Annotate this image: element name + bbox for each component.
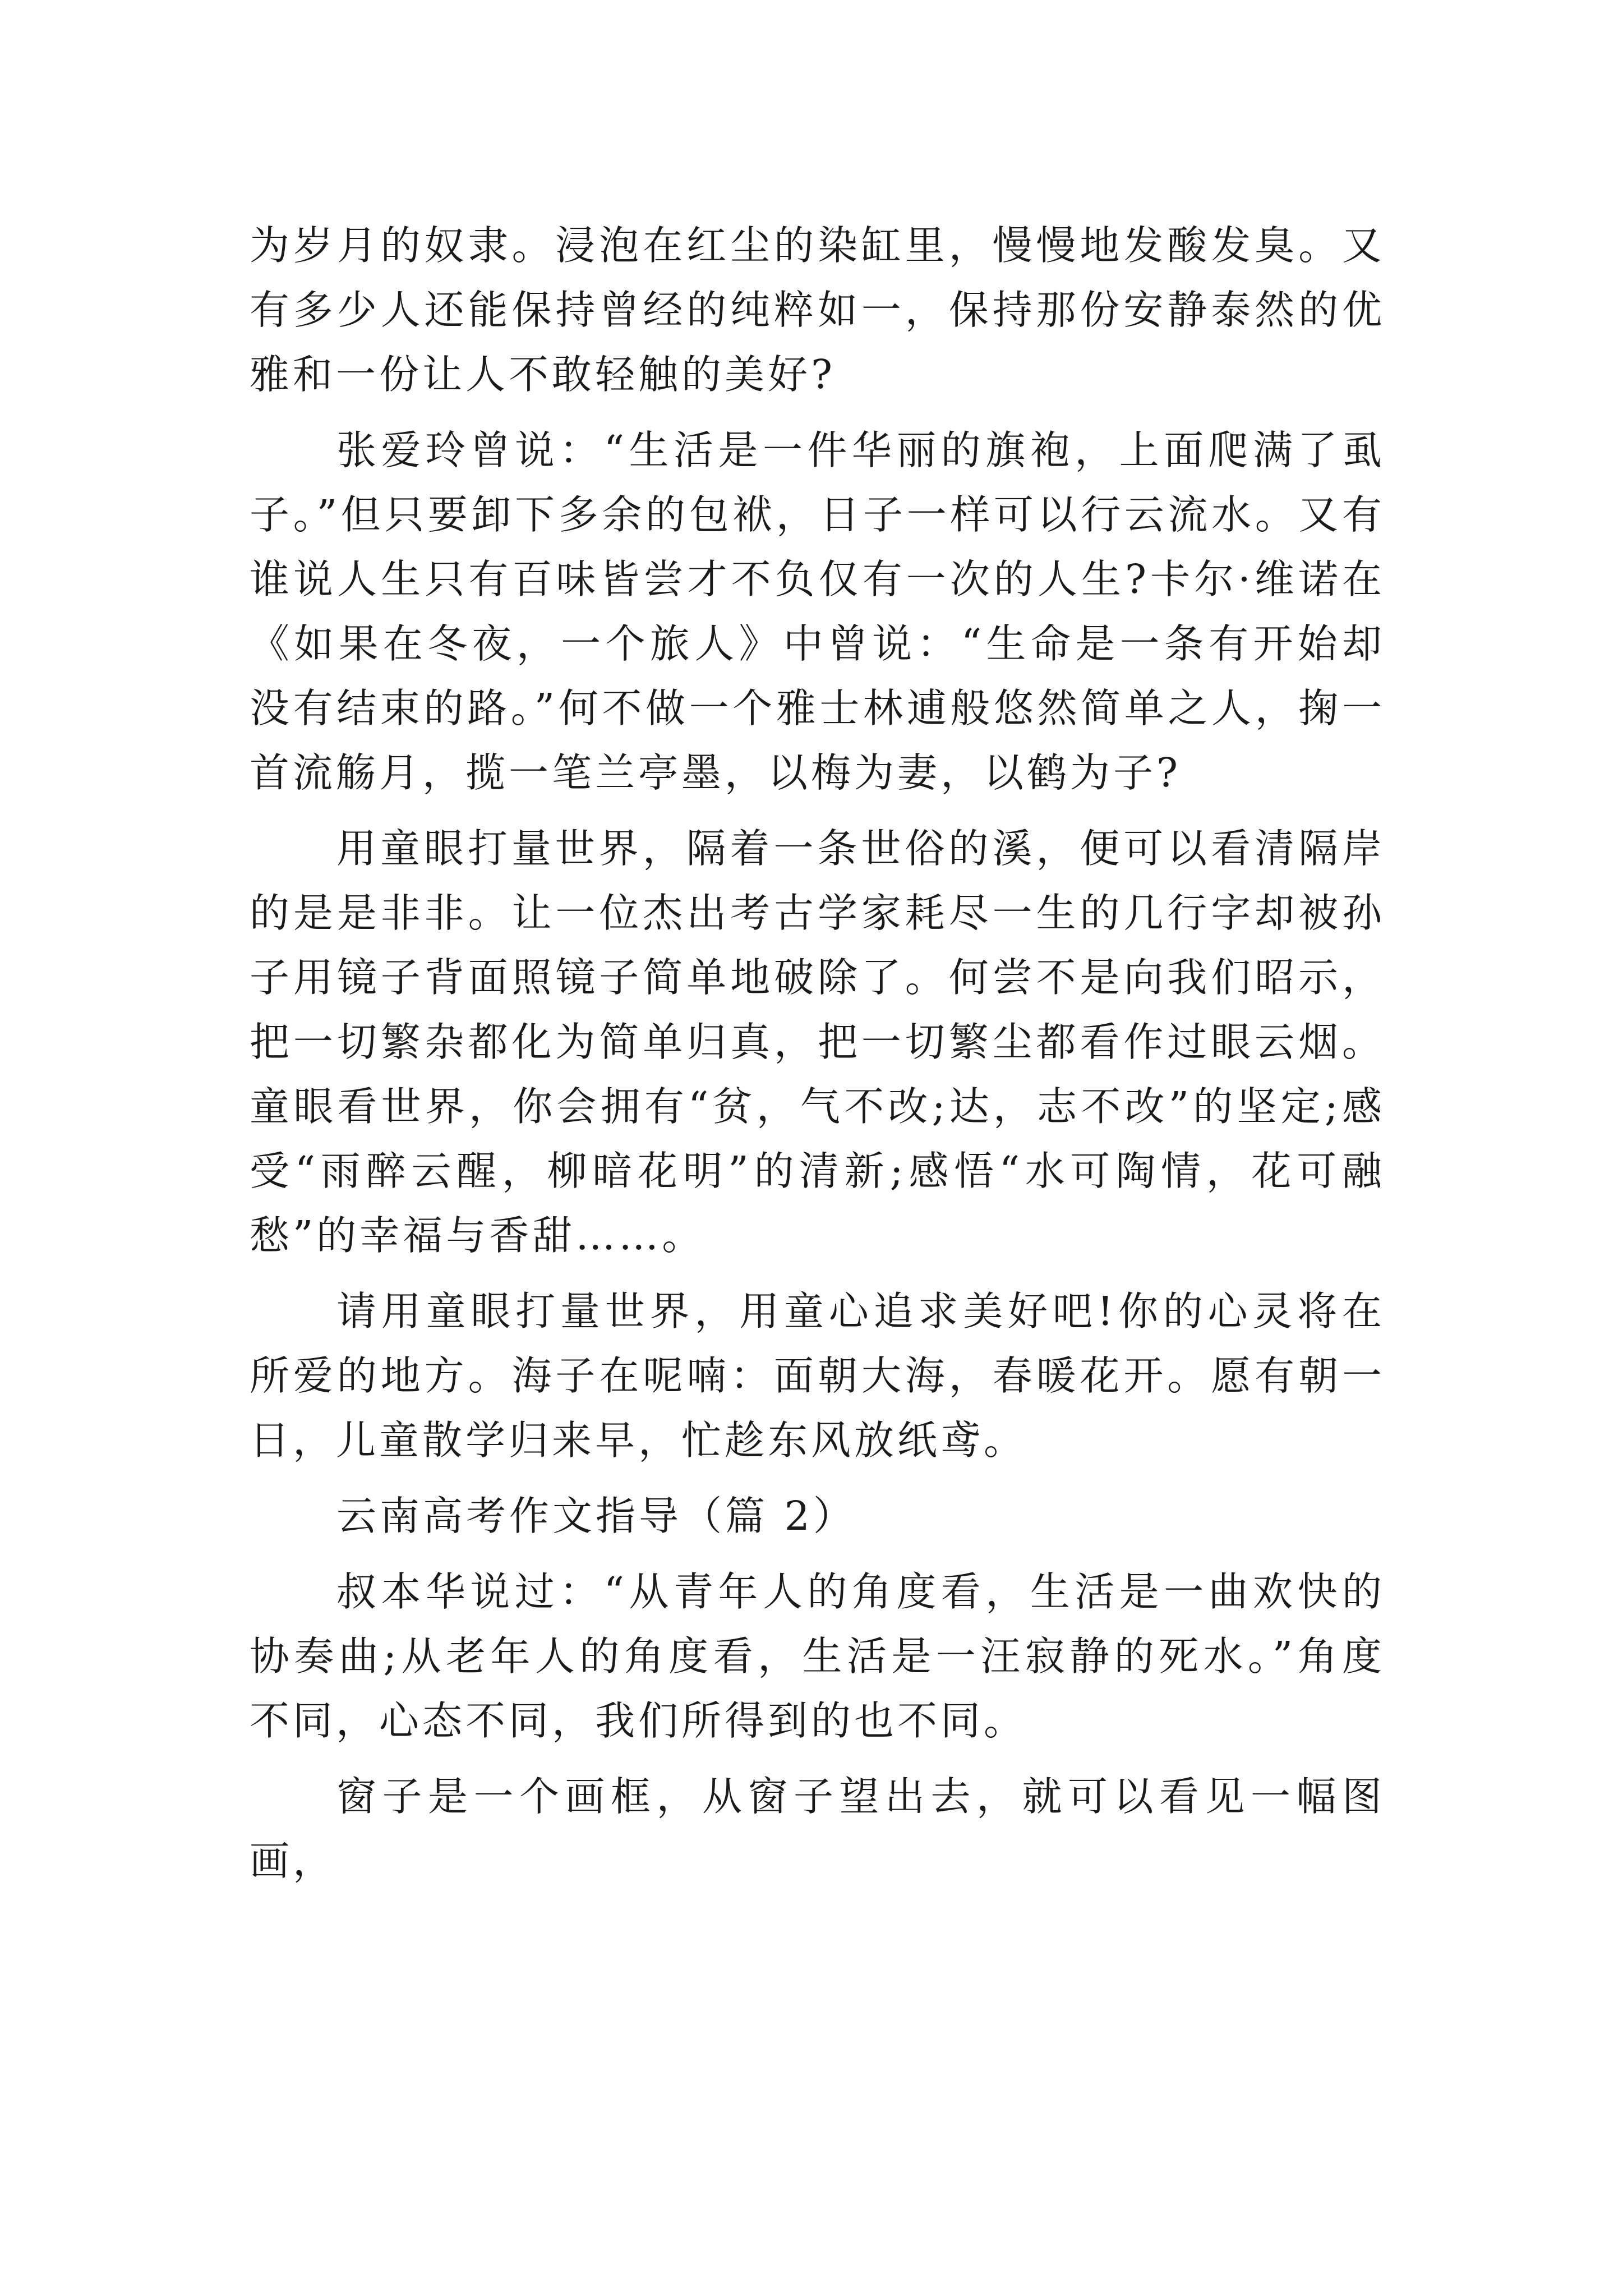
paragraph-3: 用童眼打量世界，隔着一条世俗的溪，便可以看清隔岸的是是非非。让一位杰出考古学家耗尽一生的几行字却被孙子用镜子背面照镜子简单地破除了。何尝不是向我们昭示，把一切繁杂都化为简单归真，把一切繁尘都看作过眼云烟。童眼看世界，你会拥有“贫，气不改;达，志不改”的坚定;感受“雨醉云醒，柳暗花明”的清新;感悟“水可陶情，花可融愁”的幸福与香甜……。: [250, 825, 1385, 1259]
paragraph-5: 叔本华说过：“从青年人的角度看，生活是一曲欢快的协奏曲;从老年人的角度看，生活是一汪寂静的死水。”角度不同，心态不同，我们所得到的也不同。: [250, 1568, 1385, 1744]
paragraph-4: 请用童眼打量世界，用童心追求美好吧!你的心灵将在所爱的地方。海子在呢喃：面朝大海，春暖花开。愿有朝一日，儿童散学归来早，忙趁东风放纸鸢。: [250, 1288, 1385, 1464]
section-heading: 云南高考作文指导（篇 2）: [336, 1493, 856, 1539]
paragraph-1: 为岁月的奴隶。浸泡在红尘的染缸里，慢慢地发酸发臭。又有多少人还能保持曾经的纯粹如一，保持那份安静泰然的优雅和一份让人不敢轻触的美好?: [250, 222, 1385, 398]
document-body: [250, 213, 1385, 1904]
paragraph-2: 张爱玲曾说：“生活是一件华丽的旗袍，上面爬满了虱子。”但只要卸下多余的包袱，日子一样可以行云流水。又有谁说人生只有百味皆尝才不负仅有一次的人生?卡尔·维诺在《如果在冬夜，一个旅人》中曾说：“生命是一条有开始却没有结束的路。”何不做一个雅士林逋般悠然简单之人，掬一首流觞月，揽一笔兰亭墨，以梅为妻，以鹤为子?: [250, 427, 1385, 796]
paragraph-6: 窗子是一个画框，从窗子望出去，就可以看见一幅图画，: [250, 1773, 1385, 1884]
